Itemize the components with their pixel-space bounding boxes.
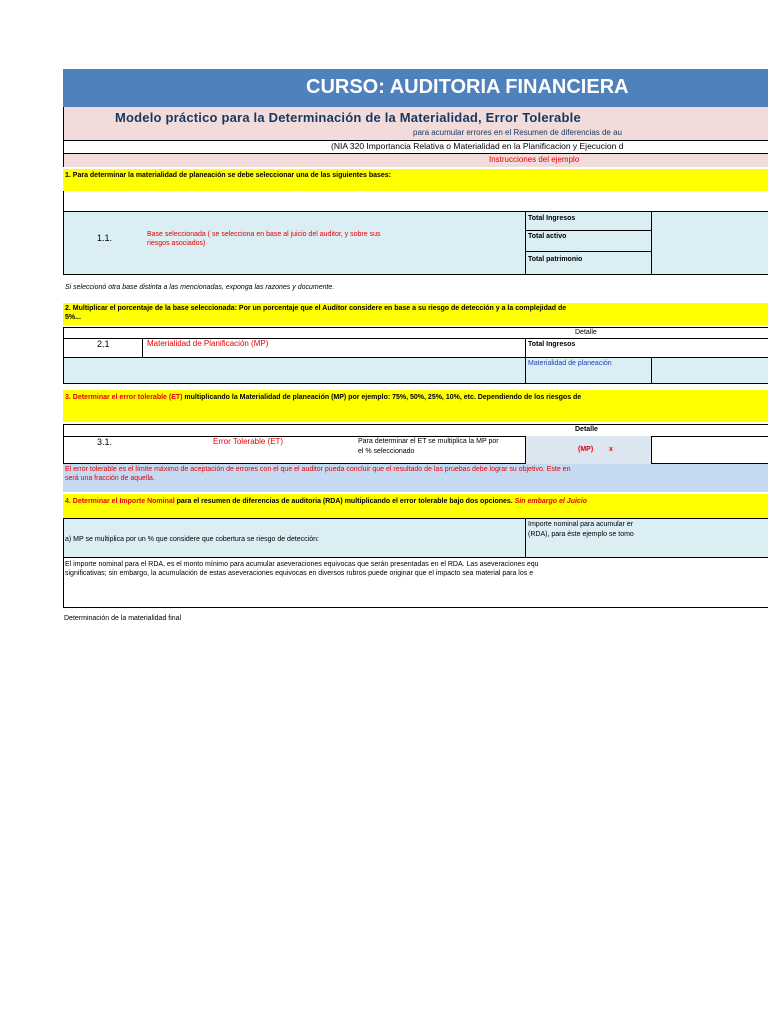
- instructions-title: Instrucciones del ejemplo: [489, 155, 580, 164]
- materialidad-planeacion-value: Materialidad de planeación: [528, 360, 612, 367]
- section-2-number: 2.1: [97, 339, 110, 349]
- nia-reference: (NIA 320 Importancia Relativa o Materialidad en la Planificacion y Ejecucion d: [331, 141, 624, 151]
- materialidad-final-label: Determinación de la materialidad final: [64, 615, 182, 622]
- option-total-ingresos[interactable]: Total Ingresos: [528, 215, 576, 222]
- section-1-number: 1.1.: [97, 233, 113, 243]
- error-tolerable-label: Error Tolerable (ET): [213, 437, 284, 446]
- multiply-marker: x: [609, 446, 613, 453]
- row-total-ingresos: Total Ingresos: [528, 341, 576, 348]
- subtitle: Modelo práctico para la Determinación de la Materialidad, Error Tolerable: [115, 110, 581, 125]
- section-3-number: 3.1.: [97, 437, 113, 447]
- detalle-header-3: Detalle: [575, 426, 598, 433]
- title-bar: [63, 69, 768, 107]
- page-title: CURSO: AUDITORIA FINANCIERA: [306, 76, 629, 98]
- base-selected-label: Base seleccionada ( se selecciona en base al juicio del auditor, y sobre sus: [147, 231, 381, 238]
- subtitle-line-3: para acumular errores en el Resumen de diferencias de au: [413, 128, 623, 137]
- materialidad-planificacion-label: Materialidad de Planificación (MP): [147, 339, 269, 348]
- detalle-header-2: Detalle: [575, 329, 597, 336]
- mp-marker: (MP): [578, 446, 594, 453]
- section-1-note: Si seleccionó otra base distinta a las mencionadas, exponga las razones y documente.: [65, 284, 335, 291]
- option-total-patrimonio[interactable]: Total patrimonio: [528, 256, 583, 263]
- option-total-activo[interactable]: Total activo: [528, 233, 567, 240]
- spreadsheet: Modelo práctico para la Determinación de la Materialidad, Error Tolerable para acumular errores en el Resumen de diferencias de au (NIA 320 Importancia Relativa o Materialidad en la Planificacion y Ejecucion d Instrucciones del ejemplo 1. Para determinar la materialidad de planeación se debe seleccionar una de las siguientes bases: 1.1. Base seleccionada ( se selecciona en base al juicio del auditor, y sobre sus riesgos asociados) Total Ingresos Total activo Total patrimonio Si seleccionó otra base distinta a las mencionadas, exponga las razones y documente. 2. Multiplicar el porcentaje de la base seleccionada: Por un porcentaje que el Auditor considere en base a su riesgo de detección y a la complejidad de 5%... Detalle 2.1 Materialidad de Planificación (MP) Total Ingresos Materialidad de planeación 3. Determinar el error tolerable (ET) multiplicando la Materialidad de planeación (MP) por ejemplo: 75%, 50%, 25%, 10%, etc. Dependiendo de los riesgos de Detalle 3.1. Error Tolerable (ET) Para determinar el ET se multiplica la MP por el % seleccionado (MP) x El error tolerable es el límite máximo de aceptación de errores con el que el auditor pueda concluir que el resultado de las pruebas debe lograr su objetivo. Este en será una fracción de aquella. 4. Determinar el Importe Nominal para el resumen de diferencias de auditoria (RDA) multiplicando el error tolerable bajo dos opciones. Sin embargo el Juicio a) MP se multiplica por un % que considere que cobertura se riesgo de detección: Importe nominal para acumular er (RDA), para éste ejemplo se tomo El importe nominal para el RDA, es el monto mínimo para acumular aseveraciones equivocas que serán presentadas en el RDA. Las aseveraciones equ significativas; sin embargo, la acumulación de estas aseveraciones equivocas en diversos rubros puede originar que el impacto sea material para los e: [63, 107, 768, 609]
- materialidad-row: [63, 358, 768, 384]
